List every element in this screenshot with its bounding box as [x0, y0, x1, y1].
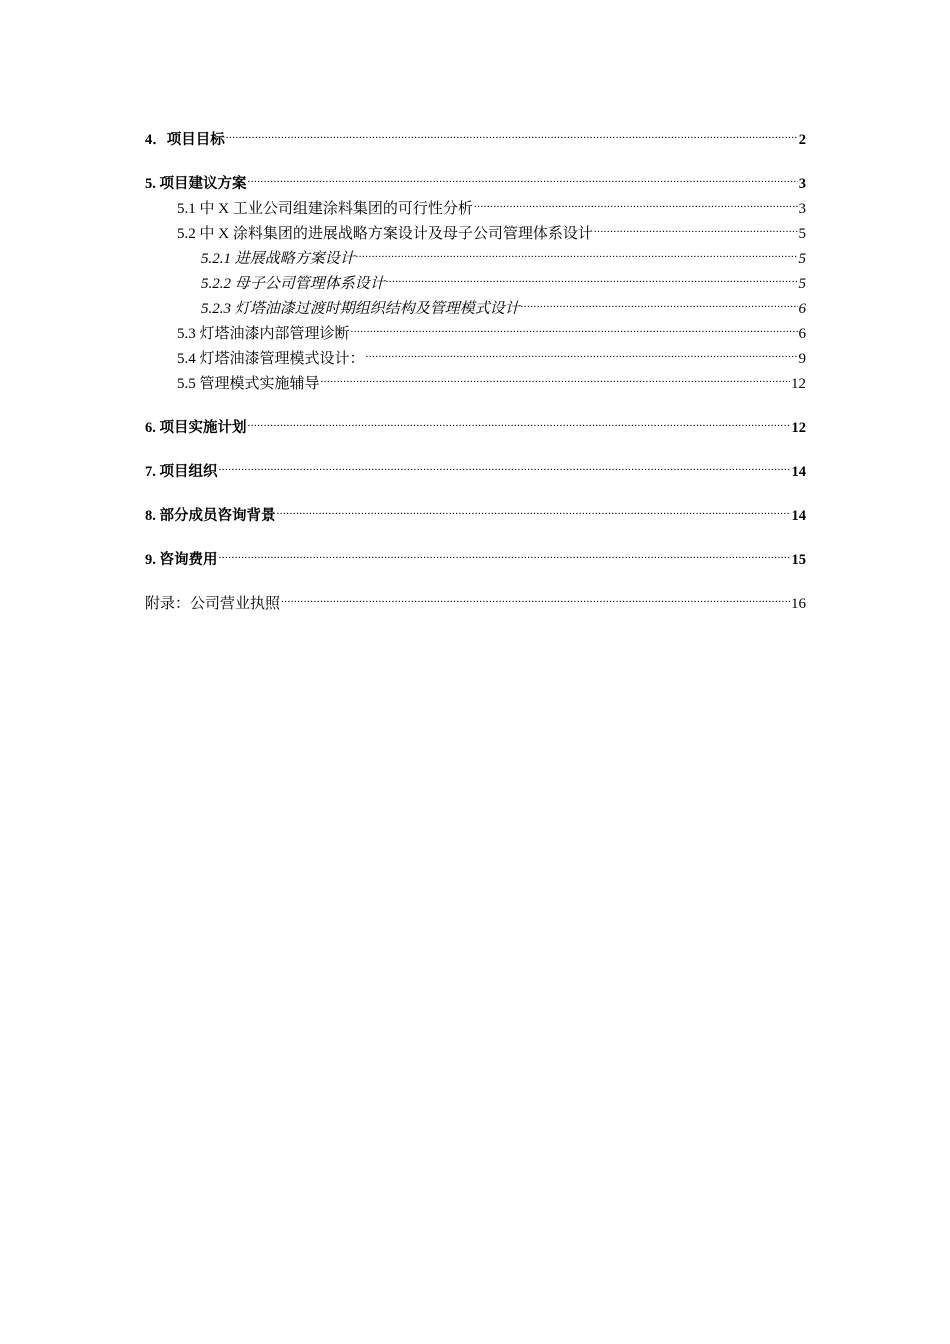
toc-entry-title: 5.3 灯塔油漆内部管理诊断 [177, 326, 350, 342]
toc-entry-title: 5. 项目建议方案 [145, 176, 247, 192]
toc-entry-title: 4．项目目标 [145, 132, 225, 148]
toc-entry-page: 3 [798, 176, 806, 192]
toc-dot-leader [277, 500, 791, 520]
toc-entry-title: 8. 部分成员咨询背景 [145, 508, 276, 524]
toc-entry-title: 7. 项目组织 [145, 464, 218, 480]
toc-entry-page: 5 [798, 226, 806, 242]
toc-dot-leader [351, 318, 798, 338]
toc-entry-page: 15 [791, 552, 806, 568]
toc-entry[interactable] [145, 500, 806, 524]
toc-entry[interactable] [145, 412, 806, 436]
toc-entry-page: 16 [791, 596, 806, 612]
toc-entry[interactable] [145, 168, 806, 192]
toc-dot-leader [281, 588, 790, 608]
toc-entry[interactable] [145, 544, 806, 568]
toc-entry[interactable] [177, 218, 806, 242]
toc-entry-title: 5.2.3 灯塔油漆过渡时期组织结构及管理模式设计 [201, 301, 520, 317]
toc-entry-title: 5.5 管理模式实施辅导 [177, 376, 320, 392]
toc-entry-page: 9 [798, 351, 806, 367]
toc-dot-leader [219, 544, 791, 564]
toc-dot-leader [594, 218, 798, 238]
toc-entry[interactable] [145, 456, 806, 480]
toc-entry-page: 3 [798, 201, 806, 217]
toc-entry[interactable] [177, 368, 806, 392]
toc-dot-leader [386, 268, 798, 288]
toc-entry-page: 6 [798, 326, 806, 342]
toc-entry-page: 5 [798, 251, 806, 267]
toc-entry[interactable] [201, 293, 806, 317]
toc-entry-title: 6. 项目实施计划 [145, 420, 247, 436]
toc-entry-page: 12 [791, 420, 806, 436]
toc-dot-leader [474, 193, 798, 213]
table-of-contents [145, 124, 806, 612]
toc-dot-leader [248, 412, 791, 432]
toc-entry[interactable] [201, 268, 806, 292]
toc-dot-leader [219, 456, 791, 476]
toc-entry-title: 附录：公司营业执照 [145, 596, 281, 612]
toc-entry-page: 6 [798, 301, 806, 317]
toc-entry-title: 5.2.2 母子公司管理体系设计 [201, 276, 385, 292]
toc-entry-title: 5.1 中 X 工业公司组建涂料集团的可行性分析 [177, 201, 473, 217]
toc-dot-leader [366, 343, 798, 363]
toc-dot-leader [521, 293, 798, 313]
toc-entry-page: 2 [798, 132, 806, 148]
toc-entry[interactable] [201, 243, 806, 267]
toc-entry-page: 12 [791, 376, 806, 392]
toc-entry-page: 14 [791, 464, 806, 480]
toc-entry-page: 14 [791, 508, 806, 524]
toc-entry-appendix[interactable] [145, 588, 806, 612]
toc-entry-title: 5.2.1 进展战略方案设计 [201, 251, 355, 267]
toc-entry[interactable] [177, 193, 806, 217]
toc-entry-title: 5.4 灯塔油漆管理模式设计： [177, 351, 365, 367]
toc-entry[interactable] [177, 343, 806, 367]
toc-dot-leader [356, 243, 798, 263]
toc-entry-title: 9. 咨询费用 [145, 552, 218, 568]
toc-dot-leader [248, 168, 798, 188]
toc-entry[interactable] [177, 318, 806, 342]
toc-dot-leader [226, 124, 798, 144]
toc-entry-page: 5 [798, 276, 806, 292]
toc-entry-title: 5.2 中 X 涂料集团的进展战略方案设计及母子公司管理体系设计 [177, 226, 593, 242]
toc-dot-leader [321, 368, 790, 388]
toc-entry[interactable] [145, 124, 806, 148]
